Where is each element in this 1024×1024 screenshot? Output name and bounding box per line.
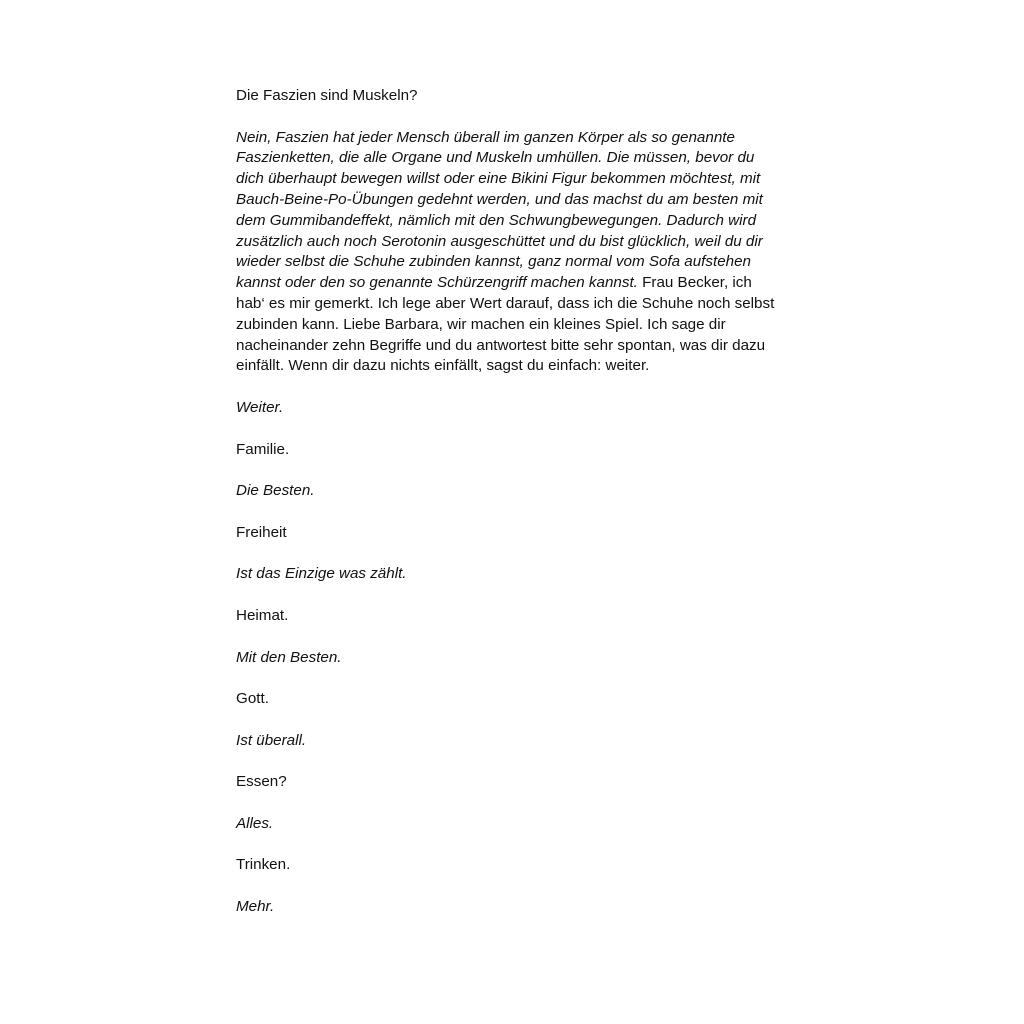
paragraph-mixed-line [236,273,792,294]
answer-line: Ist das Einzige was zählt. [236,565,407,583]
answer-line: Ist überall. [236,731,307,749]
answer-line: Alles. [236,814,274,832]
answer-line: Mehr. [236,898,275,916]
paragraph-mixed-italic: kannst oder den so genannte Schürzengriff machen kannst. [236,274,638,292]
paragraph-line: Nein, Faszien hat jeder Mensch überall im ganzen Körper als so genannte [236,128,735,146]
document-body [236,86,792,939]
answer-line: Weiter. [236,398,284,416]
paragraph-line: zubinden kann. Liebe Barbara, wir machen ein kleines Spiel. Ich sage dir [236,315,726,333]
paragraph-line: wieder selbst die Schuhe zubinden kannst, ganz normal vom Sofa aufstehen [236,253,752,271]
prompt-line: Heimat. [236,606,289,624]
paragraph-line: dich überhaupt bewegen willst oder eine Bikini Figur bekommen möchtest, mit [236,170,761,188]
paragraph-line: Faszienketten, die alle Organe und Muskeln umhüllen. Die müssen, bevor du [236,149,755,167]
question-title: Die Faszien sind Muskeln? [236,87,418,104]
prompt-line: Freiheit [236,523,287,541]
main-paragraph [236,128,792,378]
paragraph-line: zusätzlich auch noch Serotonin ausgeschüttet und du bist glücklich, weil du dir [236,232,763,250]
paragraph-line: dem Gummibandeffekt, nämlich mit den Schwungbewegungen. Dadurch wird [236,211,757,229]
prompt-line: Essen? [236,773,287,791]
paragraph-mixed-regular: Frau Becker, ich [637,274,752,292]
answer-line: Mit den Besten. [236,648,342,666]
prompt-line: Trinken. [236,856,291,874]
prompt-line: Familie. [236,440,290,458]
paragraph-line: einfällt. Wenn dir dazu nichts einfällt, sagst du einfach: weiter. [236,357,650,375]
paragraph-line: nacheinander zehn Begriffe und du antwortest bitte sehr spontan, was dir dazu [236,336,766,354]
prompt-line: Gott. [236,690,269,708]
answer-line: Die Besten. [236,482,315,500]
paragraph-line: hab‘ es mir gemerkt. Ich lege aber Wert darauf, dass ich die Schuhe noch selbst [236,294,775,312]
paragraph-line: Bauch-Beine-Po-Übungen gedehnt werden, und das machst du am besten mit [236,190,763,208]
